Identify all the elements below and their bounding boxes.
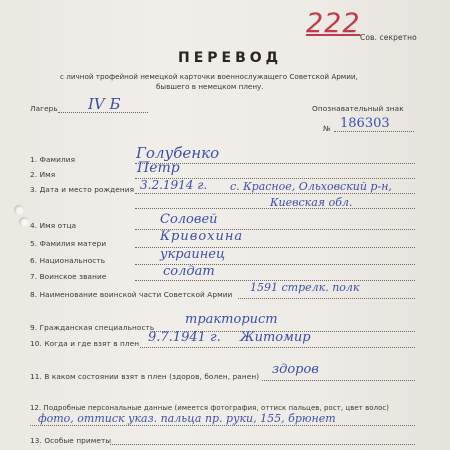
id-tag-value: 186303 [340,116,390,131]
field-label-birth: 3. Дата и место рождения [30,185,135,194]
field-label-rank: 7. Воинское звание [30,272,107,281]
field-value-captured-date: 9.7.1941 г. [148,330,221,345]
field-value-birth-region: Киевская обл. [270,196,353,209]
id-tag-underline [334,131,414,132]
punch-hole-bottom [19,217,29,227]
field-label-captured: 10. Когда и где взят в плен [30,339,140,348]
stamp-number: 222 [306,8,361,39]
punch-hole-top [14,205,24,215]
field-label-father: 4. Имя отца [30,221,77,230]
field-value-rank: солдат [163,264,215,279]
camp-value: IV Б [88,95,121,113]
field-value-birth-place: с. Красное, Ольховский р-н, [230,180,392,193]
field-value-name: Петр [137,160,180,176]
field-line-birth [135,193,415,194]
secret-mark: Сов. секретно [360,33,417,42]
field-value-unit: 1591 стрелк. полк [250,281,360,294]
field-label-name: 2. Имя [30,170,56,179]
field-value-captured-place: Житомир [240,330,311,345]
field-label-condition: 11. В каком состоянии взят в плен (здоров, болен, ранен) [30,372,260,381]
field-value-nationality: украинец [160,247,226,262]
field-label-personal-data: 12. Подробные персональные данные (имеется фотография, оттиск пальцев, рост, цвет волос) [30,404,390,412]
field-label-nationality: 6. Национальность [30,256,106,265]
field-value-personal-data: фото, оттиск указ. пальца пр. руки, 155, брюнет [38,412,336,425]
camp-label: Лагерь [30,104,58,113]
page-title: ПЕРЕВОД [178,50,283,66]
field-line-special-marks [110,444,415,445]
field-label-mother: 5. Фамилия матери [30,239,107,248]
field-value-condition: здоров [272,362,319,377]
field-line-unit [238,298,415,299]
field-value-father: Соловей [160,212,218,227]
field-value-surname: Голубенко [136,144,220,162]
field-label-surname: 1. Фамилия [30,155,76,164]
field-value-birth-date: 3.2.1914 г. [140,178,208,192]
field-line-captured [140,347,415,348]
field-line-condition [262,380,415,381]
field-line-personal-data [30,425,415,426]
field-value-profession: тракторист [185,312,278,327]
field-label-special-marks: 13. Особые приметы [30,436,112,445]
id-tag-no-label: № [323,124,331,133]
field-label-unit: 8. Наименование воинской части Советской Армии [30,290,233,299]
field-label-profession: 9. Гражданская специальность [30,323,155,332]
subtitle-line-1: с личной трофейной немецкой карточки военнослужащего Советской Армии, [60,72,358,81]
field-value-mother: Кривохина [160,229,244,244]
subtitle-line-2: бывшего в немецком плену. [156,82,264,91]
id-tag-label: Опознавательный знак [312,104,404,113]
